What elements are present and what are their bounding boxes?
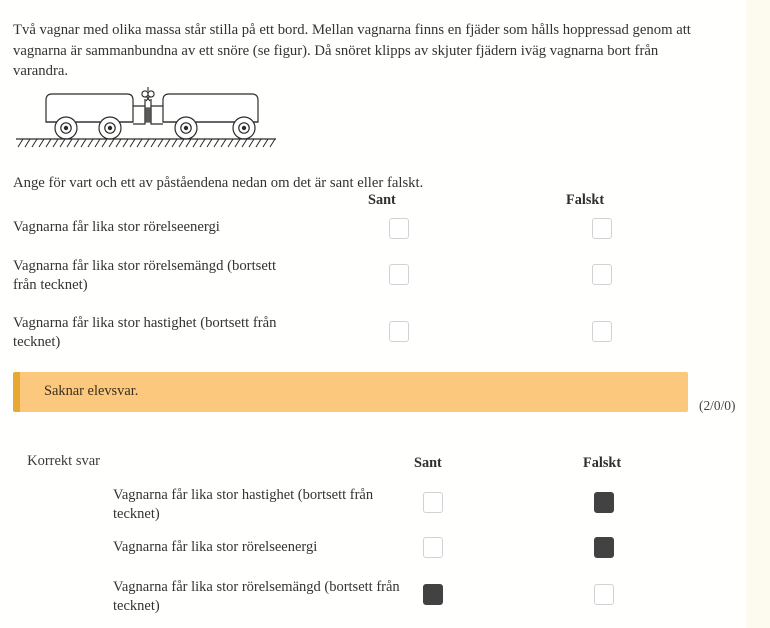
checkbox-false-0[interactable] bbox=[592, 218, 612, 239]
statement-text: Vagnarna får lika stor rörelseenergi bbox=[13, 219, 220, 235]
correct-column-header-true: Sant bbox=[414, 455, 442, 471]
correct-checkbox-true-2 bbox=[423, 584, 443, 605]
checkbox-true-0[interactable] bbox=[389, 218, 409, 239]
column-header-true: Sant bbox=[368, 192, 396, 208]
statement-text: Vagnarna får lika stor rörelsemängd (bortsett från tecknet) bbox=[113, 579, 400, 614]
checkbox-box bbox=[423, 537, 443, 558]
checkbox-box[interactable] bbox=[389, 218, 409, 239]
checkbox-true-2[interactable] bbox=[389, 321, 409, 342]
checkbox-box-checked bbox=[423, 584, 443, 605]
checkbox-box[interactable] bbox=[389, 264, 409, 285]
carts-spring-figure bbox=[14, 86, 282, 158]
instruction-text: Ange för vart och ett av påståendena nedan om det är sant eller falskt. bbox=[13, 175, 424, 191]
banner-message: Saknar elevsvar. bbox=[44, 383, 139, 399]
checkbox-box bbox=[594, 584, 614, 605]
statement-text: Vagnarna får lika stor rörelseenergi bbox=[113, 539, 318, 555]
question-intro-text: Två vagnar med olika massa står stilla på ett bord. Mellan vagnarna finns en fjäder som hålls hoppressad genom att vagnarna är sammanbundna av ett snöre (se figur). Då snöret klipps av skjuter fjädern iväg vagnarna bort från varandra. bbox=[13, 22, 691, 79]
column-header-false: Falskt bbox=[566, 192, 605, 208]
correct-answer-label: Korrekt svar bbox=[27, 453, 100, 469]
checkbox-true-1[interactable] bbox=[389, 264, 409, 285]
checkbox-box bbox=[423, 492, 443, 513]
checkbox-box[interactable] bbox=[592, 321, 612, 342]
checkbox-false-2[interactable] bbox=[592, 321, 612, 342]
correct-checkbox-false-2 bbox=[594, 584, 614, 605]
statement-text: Vagnarna får lika stor rörelsemängd (bortsett från tecknet) bbox=[13, 258, 277, 293]
score-badge: (2/0/0) bbox=[699, 398, 736, 413]
missing-answer-banner bbox=[13, 372, 688, 412]
checkbox-box-checked bbox=[594, 537, 614, 558]
statement-text: Vagnarna får lika stor hastighet (bortsett från tecknet) bbox=[13, 315, 277, 350]
correct-column-header-false: Falskt bbox=[583, 455, 622, 471]
correct-checkbox-false-1 bbox=[594, 537, 614, 558]
correct-checkbox-false-0 bbox=[594, 492, 614, 513]
checkbox-false-1[interactable] bbox=[592, 264, 612, 285]
checkbox-box[interactable] bbox=[389, 321, 409, 342]
correct-checkbox-true-1 bbox=[423, 537, 443, 558]
page-right-edge-strip bbox=[746, 0, 770, 628]
checkbox-box[interactable] bbox=[592, 264, 612, 285]
checkbox-box[interactable] bbox=[592, 218, 612, 239]
statement-text: Vagnarna får lika stor hastighet (bortsett från tecknet) bbox=[113, 487, 374, 522]
checkbox-box-checked bbox=[594, 492, 614, 513]
correct-checkbox-true-0 bbox=[423, 492, 443, 513]
